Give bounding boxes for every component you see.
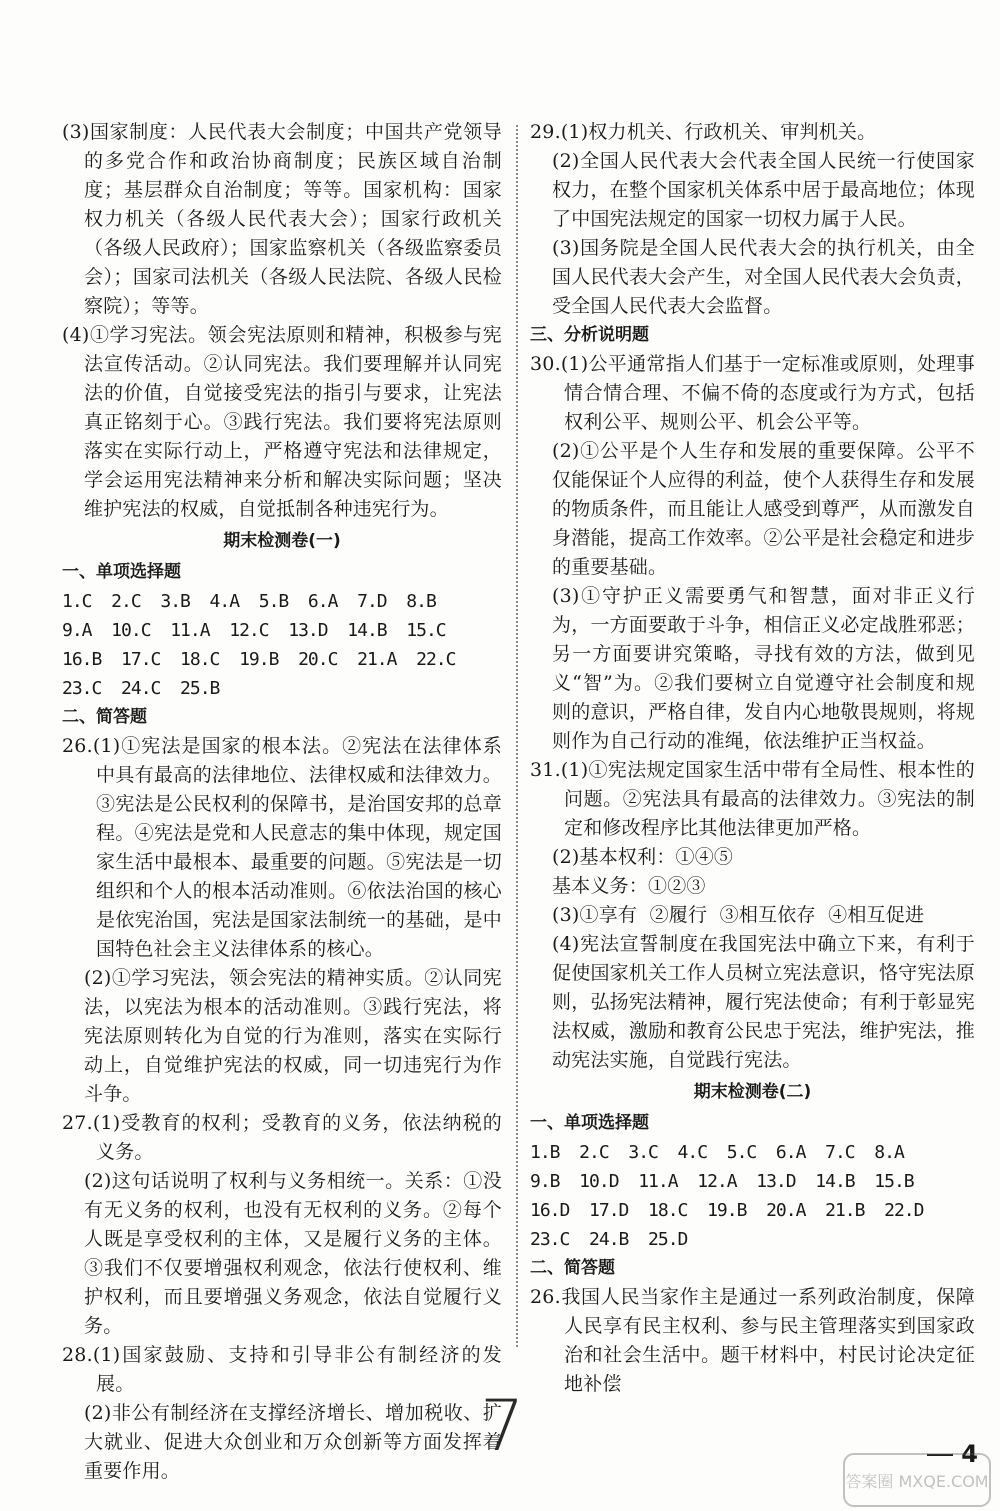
paragraph: 基本义务：①②③	[552, 875, 706, 897]
answer-key-row: 9.A 10.C 11.A 12.C 13.D 14.B 15.C	[62, 620, 446, 641]
paragraph: 27.(1)受教育的权利；受教育的义务，依法纳税的义务。	[62, 1112, 502, 1163]
paragraph: (2)基本权利：①④⑤	[552, 846, 734, 868]
answer-key-row: 16.D 17.D 18.C 19.B 20.A 21.B 22.D	[530, 1200, 924, 1221]
section-heading: 二、简答题	[62, 707, 147, 727]
handwritten-mark: 7	[480, 1385, 525, 1467]
watermark-logo	[842, 1452, 992, 1508]
paragraph: 26.(1)①宪法是国家的根本法。②宪法在法律体系中具有最高的法律地位、法律权威和法律效力。③宪法是公民权利的保障书，是治国安邦的总章程。④宪法是党和人民意志的集中体现，规定国家生活中最根本、最重要的问题。⑤宪法是一切组织和个人的根本活动准则。⑥依法治国的核心是依宪治国，宪法是国家法制统一的基础，是中国特色社会主义法律体系的核心。	[62, 735, 502, 960]
paragraph: (2)①公平是个人生存和发展的重要保障。公平不仅能保证个人应得的利益，使个人获得生存和发展的物质条件，而且能让人感受到尊严，从而激发自身潜能，提高工作效率。②公平是社会稳定和进步的重要基础。	[552, 440, 975, 578]
exam-title: 期末检测卷(二)	[693, 1082, 812, 1102]
answer-key-row: 1.B 2.C 3.C 4.C 5.C 6.A 7.C 8.A	[530, 1142, 904, 1163]
paragraph: 30.(1)公平通常指人们基于一定标准或原则，处理事情合情合理、不偏不倚的态度或行为方式，包括权利公平、规则公平、机会公平等。	[530, 353, 975, 433]
paragraph: (4)①学习宪法。领会宪法原则和精神，积极参与宪法宣传活动。②认同宪法。我们要理解并认同宪法的价值，自觉接受宪法的指引与要求，让宪法真正铭刻于心。③践行宪法。我们要将宪法原则落实在实际行动上，严格遵守宪法和法律规定，学会运用宪法精神来分析和解决实际问题；坚决维护宪法的权威，自觉抵制各种违宪行为。	[62, 324, 502, 520]
paragraph: 26.我国人民当家作主是通过一系列政治制度，保障人民享有民主权利、参与民主管理落实到国家政治和社会生活中。题干材料中，村民讨论决定征地补偿	[530, 1286, 975, 1395]
paragraph: 28.(1)国家鼓励、支持和引导非公有制经济的发展。	[62, 1344, 502, 1395]
paragraph: (2)①学习宪法，领会宪法的精神实质。②认同宪法，以宪法为根本的活动准则。③践行宪法，将宪法原则转化为自觉的行为准则，落实在实际行动上，自觉维护宪法的权威，同一切违宪行为作斗争。	[84, 967, 502, 1105]
column-divider	[516, 125, 518, 1347]
section-heading: 一、单项选择题	[530, 1113, 649, 1133]
paragraph: (2)非公有制经济在支撑经济增长、增加税收、扩大就业、促进大众创业和万众创新等方面发挥着重要作用。	[84, 1402, 502, 1482]
paragraph: (3)国家制度：人民代表大会制度；中国共产党领导的多党合作和政治协商制度；民族区域自治制度；基层群众自治制度；等等。国家机构：国家权力机关（各级人民代表大会）；国家行政机关（各级人民政府）；国家监察机关（各级监察委员会）；国家司法机关（各级人民法院、各级人民检察院）；等等。	[62, 121, 502, 317]
section-heading: 一、单项选择题	[62, 562, 181, 582]
paragraph: 29.(1)权力机关、行政机关、审判机关。	[530, 121, 877, 143]
paragraph: (3)①守护正义需要勇气和智慧，面对非正义行为，一方面要敢于斗争，相信正义必定战胜邪恶；另一方面要讲究策略，寻找有效的方法，做到见义“智”为。②我们要树立自觉遵守社会制度和规则的意识，严格自律，发自内心地敬畏规则，将规则作为自己行动的准绳，依法维护正当权益。	[552, 585, 975, 752]
page-number-value: 4	[961, 1440, 978, 1468]
section-heading: 二、简答题	[530, 1258, 615, 1278]
paragraph: (4)宪法宣誓制度在我国宪法中确立下来，有利于促使国家机关工作人员树立宪法意识，恪守宪法原则，弘扬宪法精神，履行宪法使命；有利于彰显宪法权威，激励和教育公民忠于宪法，维护宪法，推动宪法实施，自觉践行宪法。	[552, 933, 975, 1071]
watermark-text: 答案圈 MXQE.COM	[845, 1472, 989, 1491]
answer-key-row: 23.C 24.C 25.B	[62, 678, 220, 699]
answer-key-row: 9.B 10.D 11.A 12.A 13.D 14.B 15.B	[530, 1171, 914, 1192]
paragraph: (3)①享有 ②履行 ③相互依存 ④相互促进	[552, 904, 925, 926]
left-column	[62, 118, 502, 1486]
answer-key-row: 23.C 24.B 25.D	[530, 1229, 688, 1250]
paragraph: (2)这句话说明了权利与义务相统一。关系：①没有无义务的权利，也没有无权利的义务。②每个人既是享受权利的主体，又是履行义务的主体。③我们不仅要增强权利观念，依法行使权利、维护权利，而且要增强义务观念，依法自觉履行义务。	[84, 1170, 502, 1337]
answer-key-row: 16.B 17.C 18.C 19.B 20.C 21.A 22.C	[62, 649, 456, 670]
exam-title: 期末检测卷(一)	[223, 531, 341, 551]
right-column	[530, 118, 975, 1399]
section-heading: 三、分析说明题	[530, 325, 649, 345]
paragraph: 31.(1)①宪法规定国家生活中带有全局性、根本性的问题。②宪法具有最高的法律效力。③宪法的制定和修改程序比其他法律更加严格。	[530, 759, 975, 839]
paragraph: (3)国务院是全国人民代表大会的执行机关，由全国人民代表大会产生，对全国人民代表大会负责，受全国人民代表大会监督。	[552, 237, 975, 317]
answer-key-row: 1.C 2.C 3.B 4.A 5.B 6.A 7.D 8.B	[62, 591, 436, 612]
paragraph: (2)全国人民代表大会代表全国人民统一行使国家权力，在整个国家机关体系中居于最高地位；体现了中国宪法规定的国家一切权力属于人民。	[552, 150, 975, 230]
